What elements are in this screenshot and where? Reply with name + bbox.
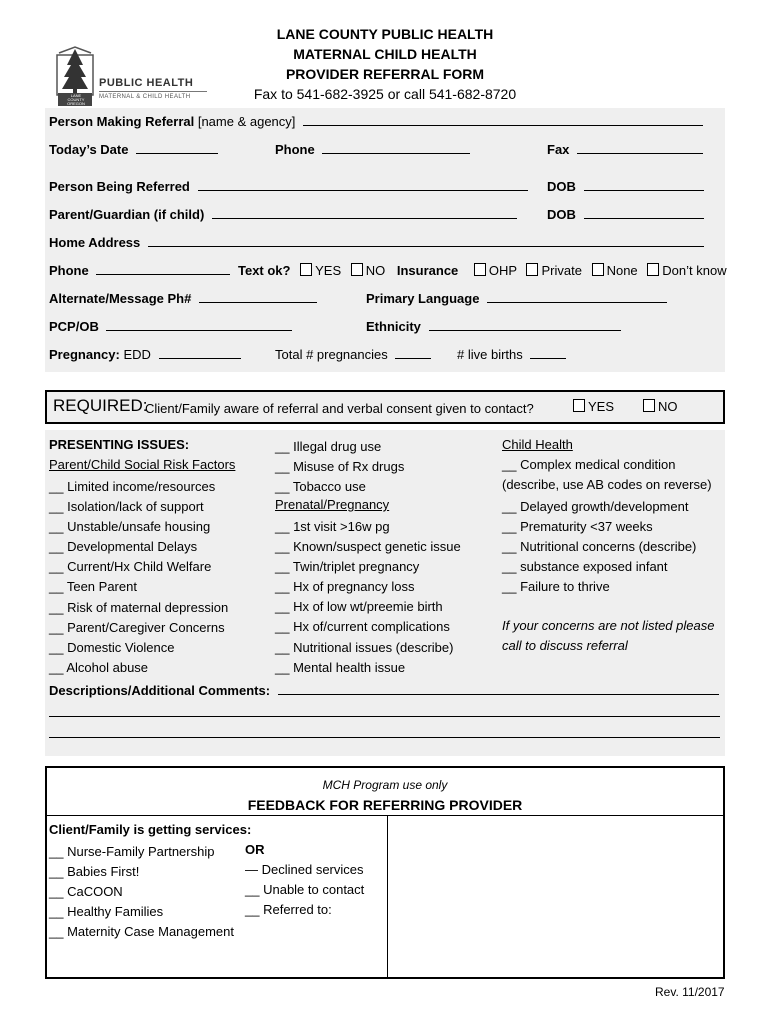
child-health-label: Failure to thrive [520,579,610,595]
service-item [49,902,234,922]
person-making-hint: [name & agency] [197,114,296,129]
form-title [200,24,570,104]
pcp-label: PCP/OB [49,319,99,334]
col3b-list [502,497,696,597]
unable-label: Unable to contact [263,882,365,897]
service-item [49,842,234,862]
blank-checkline[interactable]: __ [275,459,294,475]
dob-label: DOB [547,179,576,194]
child-health-item [502,557,696,577]
col2a-list [275,437,404,497]
social-risk-item [49,577,228,597]
child-health-item [502,537,696,557]
blank-checkline[interactable]: __ [275,659,294,675]
blank-prefix[interactable]: __ [245,882,260,897]
title-line1: LANE COUNTY PUBLIC HEALTH [276,26,494,42]
social-risk-label: Teen Parent [66,579,137,595]
ohp-checkbox[interactable] [474,263,486,276]
social-risk-label: Alcohol abuse [66,659,149,675]
person-making-field[interactable] [303,114,703,126]
col2b-list [275,517,461,678]
service-label: Babies First! [67,864,140,880]
substance-label: Tobacco use [292,479,366,495]
substance-label: Illegal drug use [293,439,382,454]
alt-phone-label: Alternate/Message Ph# [49,291,192,306]
blank-checkline[interactable]: __ [275,559,293,575]
social-risk-label: Isolation/lack of support [67,499,204,515]
revision-label: Rev. 11/2017 [655,985,725,999]
logo [55,45,215,107]
live-births-field[interactable] [530,347,566,359]
logo-badge-oregon: OREGON [67,101,85,106]
blank-checkline[interactable]: __ [49,619,68,635]
logo-badge-county: COUNTY [67,97,85,102]
blank-checkline[interactable]: __ [275,639,294,655]
prenatal-item [275,537,461,557]
blank-checkline[interactable]: __ [275,479,293,495]
prenatal-item [275,557,461,577]
phone2-field[interactable] [96,263,230,275]
getting-services-label: Client/Family is getting services: [49,822,252,837]
service-label: Nurse-Family Partnership [67,844,215,859]
col3-heading: Child Health [502,437,573,452]
prenatal-label: Mental health issue [293,659,406,675]
blank-checkline[interactable]: __ [49,639,68,655]
ethnicity-field[interactable] [429,319,621,331]
pregnancy-label: Pregnancy: [49,347,120,362]
todays-date-row [49,142,218,157]
substance-label: Misuse of Rx drugs [293,459,405,475]
logo-main-text: PUBLIC HEALTH [99,77,194,89]
blank-checkline[interactable]: __ [49,579,67,595]
blank-checkline[interactable]: __ [502,499,521,514]
social-risk-label: Limited income/resources [67,479,216,494]
blank-checkline[interactable]: __ [49,884,68,900]
none-checkbox[interactable] [592,263,604,276]
service-label: Maternity Case Management [67,924,234,940]
social-risk-item [49,658,228,678]
home-address-label: Home Address [49,235,141,250]
blank-checkline[interactable]: __ [49,599,68,615]
blank-checkline[interactable]: __ [275,519,294,534]
primary-language-field[interactable] [487,291,667,303]
child-health-label: Prematurity <37 weeks [520,519,653,535]
substance-item [275,477,404,497]
comments-field-3[interactable] [49,737,720,738]
edd-label: EDD [123,347,151,362]
child-health-label: Nutritional concerns (describe) [520,539,697,555]
dont-know-checkbox[interactable] [647,263,659,276]
blank-checkline[interactable]: __ [49,539,68,555]
issues-title: PRESENTING ISSUES: [49,437,190,452]
ethnicity-label: Ethnicity [366,319,421,334]
fax-field[interactable] [577,142,703,154]
col3a-note: (describe, use AB codes on reverse) [502,477,712,492]
edd-field[interactable] [159,347,241,359]
dont-know-label: Don’t know [662,263,727,278]
services-list [49,842,234,942]
prenatal-item [275,617,461,637]
parent-dob-label: DOB [547,207,576,222]
social-risk-item [49,537,228,557]
child-health-item [502,517,696,537]
text-yes-checkbox[interactable] [300,263,312,276]
service-label: CaCOON [67,884,123,900]
person-making-label: Person Making Referral [49,114,195,129]
none-label: None [606,263,638,278]
or-label: OR [245,842,265,857]
phone-field[interactable] [322,142,470,154]
todays-date-label: Today’s Date [49,142,129,157]
program-use-label: MCH Program use only [322,778,448,792]
blank-checkline[interactable]: __ [502,519,521,535]
required-box [45,390,725,424]
prenatal-label: Twin/triplet pregnancy [292,559,420,575]
blank-checkline[interactable]: __ [275,599,294,615]
prenatal-label: Hx of pregnancy loss [293,579,415,595]
text-no-checkbox[interactable] [351,263,363,276]
phone2-label: Phone [49,263,89,278]
dob-field[interactable] [584,179,704,191]
social-risk-label: Parent/Caregiver Concerns [67,619,225,635]
feedback-divider [387,815,388,977]
social-risk-label: Risk of maternal depression [67,599,229,615]
social-risk-label: Developmental Delays [67,539,198,555]
child-health-label: Delayed growth/development [520,499,689,514]
social-risk-label: Domestic Violence [67,639,175,655]
fax-label: Fax [547,142,570,157]
parent-guardian-label: Parent/Guardian (if child) [49,207,205,222]
blank-checkline[interactable]: __ [275,619,294,635]
blank-checkline[interactable]: __ [49,864,68,880]
prenatal-item [275,597,461,617]
blank-checkline[interactable]: __ [49,499,68,515]
home-address-field[interactable] [148,235,704,247]
comments-field-1[interactable] [278,683,719,695]
phone-label: Phone [275,142,315,157]
title-line3: PROVIDER REFERRAL FORM [285,66,485,82]
consent-no-checkbox[interactable] [643,399,655,412]
social-risk-item [49,477,228,497]
blank-checkline[interactable]: __ [275,439,294,454]
blank-checkline[interactable]: __ [49,519,68,535]
child-health-label: substance exposed infant [520,559,668,575]
feedback-box [45,766,725,979]
col2-heading: Prenatal/Pregnancy [275,497,390,512]
blank-checkline[interactable]: __ [49,479,68,494]
text-ok-label: Text ok? [237,263,291,278]
text-no-label: NO [365,263,386,278]
ohp-label: OHP [488,263,517,278]
alt-phone-field[interactable] [199,291,317,303]
blank-prefix[interactable]: __ [245,902,260,917]
blank-prefix: __ [502,457,517,472]
person-referred-label: Person Being Referred [49,179,190,194]
substance-item [275,457,404,477]
social-risk-label: Unstable/unsafe housing [67,519,211,535]
blank-checkline[interactable]: __ [502,539,521,555]
insurance-label: Insurance [396,263,459,278]
prenatal-label: Known/suspect genetic issue [293,539,461,555]
service-item [49,862,234,882]
prenatal-label: Hx of low wt/preemie birth [293,599,443,615]
person-referred-field[interactable] [198,179,528,191]
social-risk-item [49,517,228,537]
substance-item [275,437,404,457]
consent-no-label: NO [658,399,678,414]
social-risk-item [49,557,228,577]
primary-language-label: Primary Language [366,291,480,306]
comments-label: Descriptions/Additional Comments: [49,683,271,698]
social-risk-item [49,618,228,638]
child-health-item [502,577,696,597]
blank-checkline[interactable]: __ [275,539,294,555]
live-births-label: # live births [457,347,523,362]
blank-checkline[interactable]: __ [49,924,68,940]
private-checkbox[interactable] [526,263,538,276]
blank-checkline[interactable]: __ [49,904,68,920]
prenatal-item [275,577,461,597]
total-pregnancies-field[interactable] [395,347,431,359]
social-risk-item [49,638,228,658]
title-line2: MATERNAL CHILD HEALTH [293,46,477,62]
blank-checkline[interactable]: __ [502,579,521,595]
feedback-title: FEEDBACK FOR REFERRING PROVIDER [247,797,523,813]
blank-checkline[interactable]: __ [49,659,67,675]
declined-label: Declined services [261,862,364,877]
prenatal-item [275,658,461,678]
prenatal-label: Hx of/current complications [293,619,450,635]
prenatal-label: Nutritional issues (describe) [293,639,454,655]
parent-guardian-field[interactable] [212,207,517,219]
pcp-field[interactable] [106,319,292,331]
declined-dash[interactable]: — [245,862,258,877]
contact-line: Fax to 541-682-3925 or call 541-682-8720 [253,86,517,102]
private-label: Private [541,263,582,278]
col1-heading: Parent/Child Social Risk Factors [49,457,236,472]
blank-checkline[interactable]: __ [49,559,68,575]
prenatal-label: 1st visit >16w pg [293,519,390,534]
note-line2: call to discuss referral [502,638,628,653]
consent-yes-checkbox[interactable] [573,399,585,412]
child-health-item [502,497,696,517]
blank-checkline[interactable]: __ [275,579,294,595]
text-yes-label: YES [315,263,342,278]
prenatal-item [275,638,461,658]
social-risk-item [49,598,228,618]
col1-list [49,477,228,678]
blank-checkline[interactable]: __ [49,844,68,859]
parent-dob-field[interactable] [584,207,704,219]
person-making-row [49,114,703,129]
todays-date-field[interactable] [136,142,218,154]
service-item [49,922,234,942]
logo-sub-text: MATERNAL & CHILD HEALTH [99,94,191,100]
comments-field-2[interactable] [49,716,720,717]
consent-yes-label: YES [588,399,615,414]
logo-badge-lane: LANE [70,93,82,98]
referred-label: Referred to: [263,902,332,917]
social-risk-item [49,497,228,517]
service-item [49,882,234,902]
col3a-item[interactable]: Complex medical condition [520,457,676,472]
social-risk-label: Current/Hx Child Welfare [67,559,212,575]
service-label: Healthy Families [67,904,164,920]
total-pregnancies-label: Total # pregnancies [275,347,388,362]
required-text: Client/Family aware of referral and verbal consent given to contact? [145,401,534,416]
blank-checkline[interactable]: __ [502,559,521,575]
note-line1: If your concerns are not listed please [502,618,715,633]
prenatal-item [275,517,461,537]
required-label: REQUIRED: [53,396,148,415]
